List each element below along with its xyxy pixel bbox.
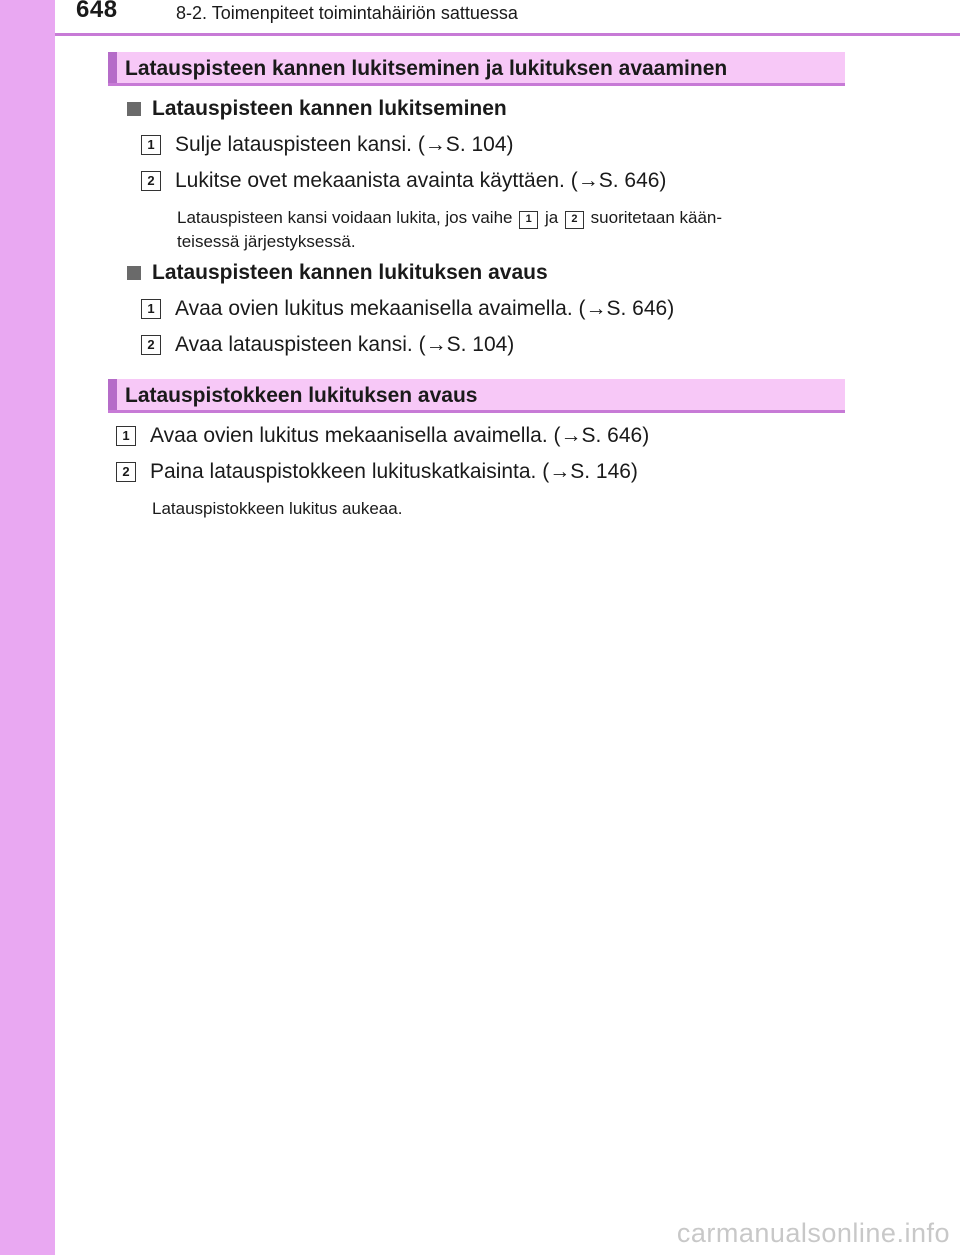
inline-step-badge: 2 xyxy=(565,211,584,229)
note-text: ja xyxy=(544,208,559,227)
note-text: Latauspisteen kansi voidaan lukita, jos vaihe xyxy=(177,208,513,227)
chapter-title: 8-2. Toimenpiteet toimintahäiriön sattuessa xyxy=(176,3,518,23)
watermark-text: carmanualsonline.info xyxy=(676,1218,950,1248)
note-paragraph: Latauspistokkeen lukitus aukeaa. xyxy=(152,499,403,518)
section-title: Latauspisteen kannen lukitseminen ja lukituksen avaaminen xyxy=(125,57,728,80)
step-text: Avaa latauspisteen kansi. (→S. 104) xyxy=(175,333,515,356)
step-number-badge: 1 xyxy=(141,299,161,319)
step-number-badge: 1 xyxy=(116,426,136,446)
section-header-plug-unlock xyxy=(108,379,845,413)
subheading-text: Latauspisteen kannen lukitseminen xyxy=(152,97,507,120)
section-title: Latauspistokkeen lukituksen avaus xyxy=(125,384,478,407)
page-number: 648 xyxy=(76,0,118,23)
step-text: Avaa ovien lukitus mekaanisella avaimella. (→S. 646) xyxy=(150,424,650,447)
step-item xyxy=(141,133,514,157)
square-bullet-icon xyxy=(127,266,141,280)
step-number-badge: 1 xyxy=(141,135,161,155)
step-text: Lukitse ovet mekaanista avainta käyttäen. (→S. 646) xyxy=(175,169,667,192)
section-header-accent xyxy=(108,379,117,410)
left-margin-band xyxy=(0,0,55,1255)
step-item xyxy=(116,460,638,484)
square-bullet-icon xyxy=(127,102,141,116)
step-number-badge: 2 xyxy=(141,335,161,355)
section-header-cover-lock xyxy=(108,52,845,86)
step-text: Avaa ovien lukitus mekaanisella avaimella. (→S. 646) xyxy=(175,297,675,320)
note-text: suoritetaan kään- xyxy=(590,208,723,227)
step-item xyxy=(141,169,666,193)
subheading-cover-locking xyxy=(127,97,507,121)
note-text: teisessä järjestyksessä. xyxy=(177,232,356,251)
step-item xyxy=(141,297,674,321)
note-paragraph xyxy=(177,206,722,254)
step-number-badge: 2 xyxy=(116,462,136,482)
header-rule xyxy=(55,33,960,36)
subheading-cover-unlocking xyxy=(127,261,548,285)
step-item xyxy=(116,424,649,448)
subheading-text: Latauspisteen kannen lukituksen avaus xyxy=(152,261,548,284)
step-text: Sulje latauspisteen kansi. (→S. 104) xyxy=(175,133,514,156)
step-number-badge: 2 xyxy=(141,171,161,191)
inline-step-badge: 1 xyxy=(519,211,538,229)
step-text: Paina latauspistokkeen lukituskatkaisinta. (→S. 146) xyxy=(150,460,638,483)
step-item xyxy=(141,333,514,357)
section-header-accent xyxy=(108,52,117,83)
